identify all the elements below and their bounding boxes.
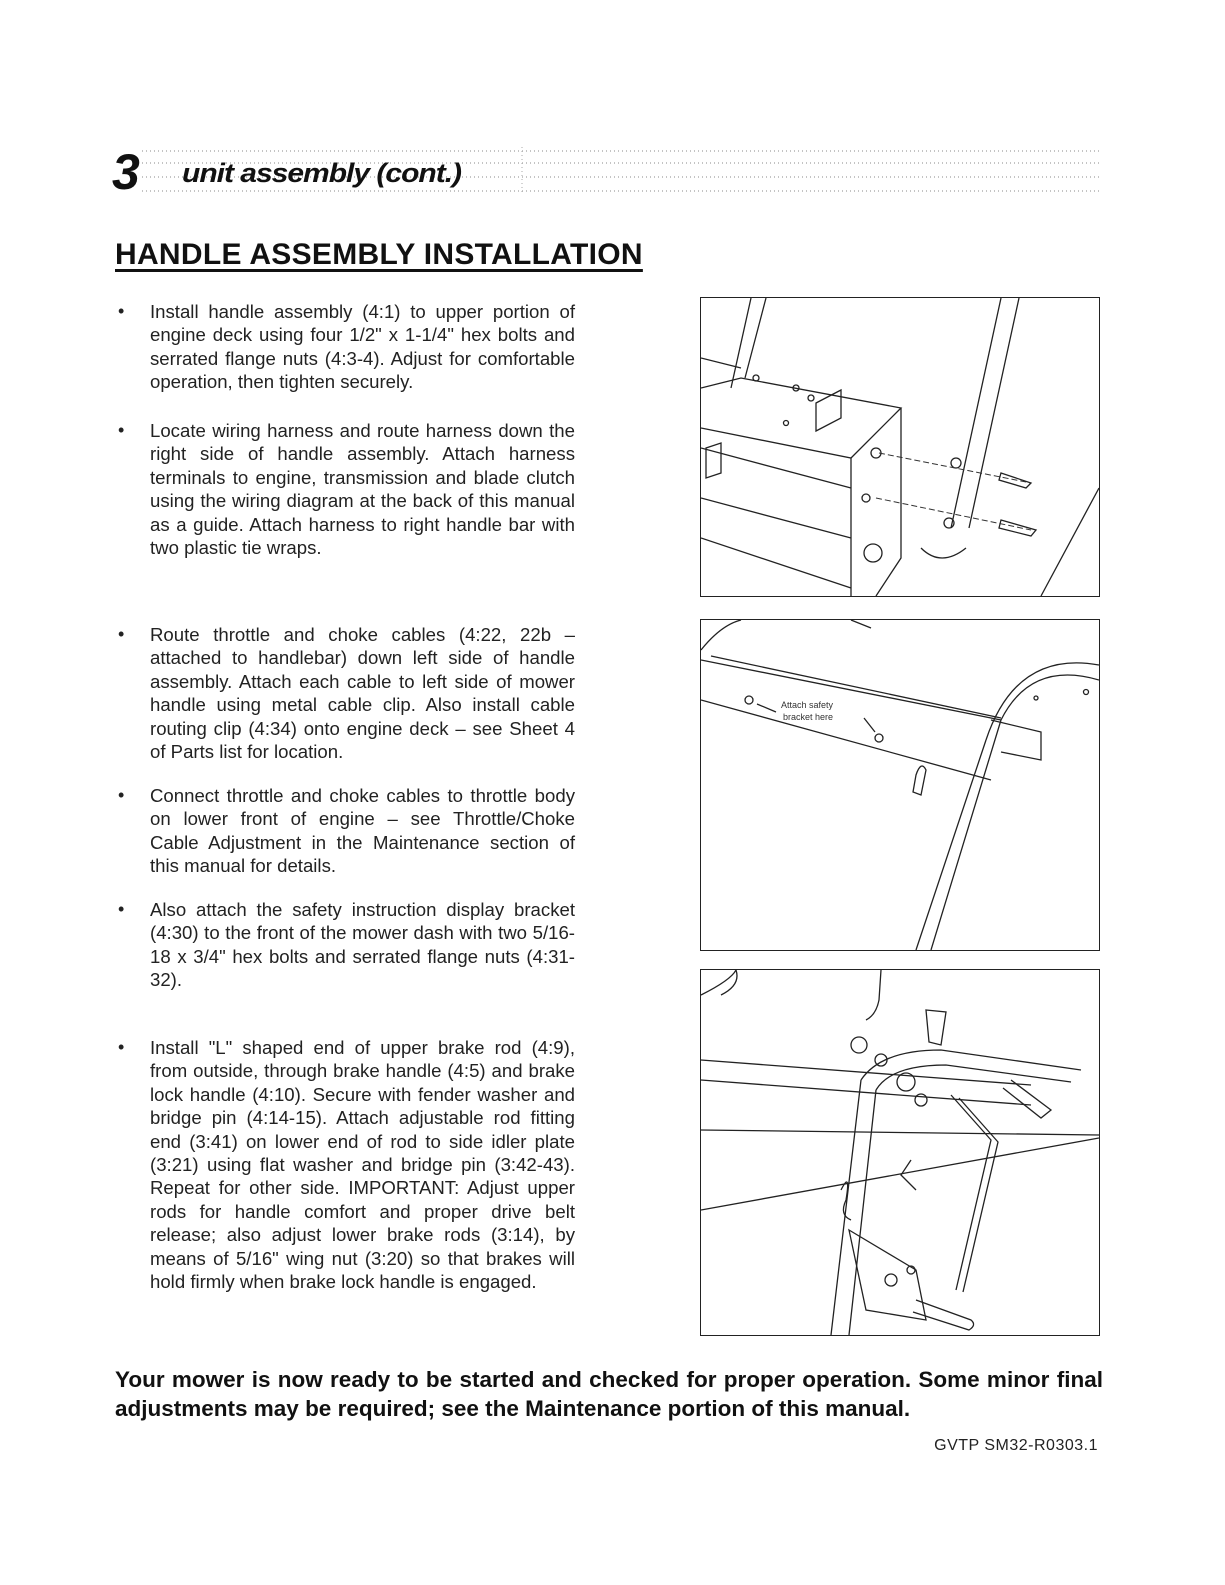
bullet-icon: • [118,301,125,321]
step-text: Install handle assembly (4:1) to upper portion of engine deck using four 1/2" x 1-1/4" hex bolts and serrated flange nuts (4:3-4). Adjust for comfortable operation, then tighten securely. [150,301,575,393]
list-item [120,1036,575,1293]
step-text: Connect throttle and choke cables to throttle body on lower front of engine – see Throttle/Choke Cable Adjustment in the Maintenance section of this manual for details. [150,785,575,877]
brake-rod-illustration [701,970,1099,1335]
list-item [120,419,575,559]
list-item [120,300,575,394]
section-title: unit assembly (cont.) [182,158,462,189]
ready-note: Your mower is now ready to be started and checked for proper operation. Some minor final adjustments may be required; see the Maintenance portion of this manual. [115,1367,1103,1421]
handle-mount-illustration [701,298,1099,596]
bullet-icon: • [118,1037,125,1057]
bullet-icon: • [118,785,125,805]
step-text: Route throttle and choke cables (4:22, 22b – attached to handlebar) down left side of handle assembly. Attach each cable to left side of mower handle using metal cable clip. Also install cable routing clip (4:34) onto engine deck – see Sheet 4 of Parts list for location. [150,624,575,763]
section-header [112,135,1102,205]
handle-mount-figure [700,297,1100,597]
list-item [120,623,575,763]
bullet-icon: • [118,899,125,919]
safety-bracket-illustration [701,620,1099,950]
list-item [120,898,575,992]
bullet-icon: • [118,420,125,440]
list-item [120,784,575,878]
brake-rod-figure [700,969,1100,1336]
page-title: HANDLE ASSEMBLY INSTALLATION [115,238,643,271]
step-text: Also attach the safety instruction display bracket (4:30) to the front of the mower dash with two 5/16-18 x 3/4" hex bolts and serrated flange nuts (4:31-32). [150,899,575,991]
step-text: Locate wiring harness and route harness down the right side of handle assembly. Attach harness terminals to engine, transmission and blade clutch using the wiring diagram at the back of this manual as a guide. Attach harness to right handle bar with two plastic tie wraps. [150,420,575,559]
step-text: Install "L" shaped end of upper brake rod (4:9), from outside, through brake handle (4:5) and brake lock handle (4:10). Secure with fender washer and bridge pin (4:14-15). Attach adjustable rod fitting end (3:41) on lower end of rod to side idler plate (3:21) using flat washer and bridge pin (3:42-43). Repeat for other side. IMPORTANT: Adjust upper rods for handle comfort and proper drive belt release; also adjust lower brake rods (3:14), by means of 5/16" wing nut (3:20) so that brakes will hold firmly when brake lock handle is engaged. [150,1037,575,1293]
document-code: GVTP SM32-R0303.1 [934,1437,1098,1454]
safety-bracket-figure [700,619,1100,951]
bullet-icon: • [118,624,125,644]
section-number: 3 [112,144,138,200]
callout-line-2: bracket here [783,712,834,722]
callout-line-1: Attach safety [781,700,834,710]
